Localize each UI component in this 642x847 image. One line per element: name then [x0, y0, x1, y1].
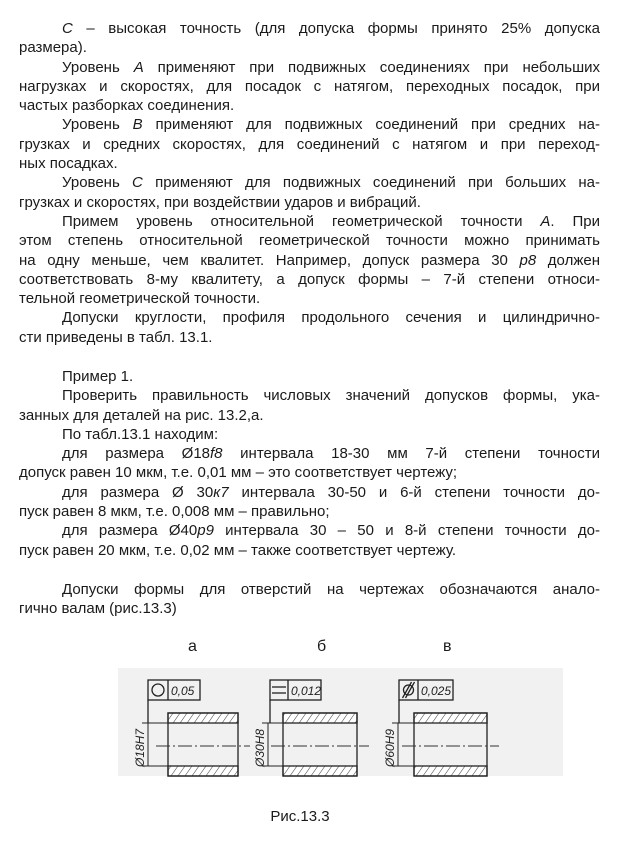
text-segment: По табл.13.1 находим:: [62, 425, 219, 443]
italic-symbol: р8: [519, 251, 537, 269]
text-segment: интервала 30 – 50 и 8-й степени точности до-: [213, 522, 600, 540]
tolerance-value: 0,05: [171, 684, 195, 698]
text-segment: нагрузках и скоростях, для посадок с натягом, переходных посадок, при: [19, 77, 600, 95]
hatched-wall-top: [168, 713, 238, 723]
text-segment: ных посадках.: [19, 155, 118, 173]
text-segment: Уровень: [62, 58, 134, 76]
text-segment: пуск равен 20 мкм, т.е. 0,02 мм – также соответствует чертежу.: [19, 541, 457, 559]
text-segment: должен: [536, 251, 600, 269]
text-segment: Примем уровень относительной геометрической точности: [62, 212, 541, 230]
text-segment: размера).: [19, 39, 87, 57]
italic-symbol: А: [133, 58, 144, 76]
figure-label-v: в: [443, 638, 452, 655]
text-segment: Проверить правильность числовых значений допусков формы, ука-: [62, 387, 600, 405]
text-segment: частых разборках соединения.: [19, 97, 235, 115]
text-segment: допуск равен 10 мкм, т.е. 0,01 мм – это соответствует чертежу;: [19, 464, 458, 482]
figure-label-b: б: [317, 638, 327, 655]
text-segment: интервала 30-50 и 6-й степени точности до-: [228, 483, 600, 501]
text-segment: Уровень: [62, 174, 133, 192]
text-segment: – высокая точность (для допуска формы принято 25% допуска: [72, 20, 600, 37]
italic-symbol: А: [540, 212, 551, 230]
text-segment: грузках и средних скоростях, для соединений с натягом и при переход-: [19, 135, 600, 153]
text-segment: интервала 18-30 мм 7-й степени точности: [222, 445, 600, 463]
text-segment: применяют для подвижных соединений при больших на-: [142, 174, 600, 192]
text-segment: пуск равен 8 мкм, т.е. 0,008 мм – правильно;: [19, 503, 330, 521]
hatched-wall-bottom: [168, 766, 238, 776]
text-segment: грузках и скоростях, при воздействии ударов и вибраций.: [19, 193, 421, 211]
text-segment: для размера Ø40: [62, 522, 198, 540]
text-segment: Пример 1.: [62, 368, 134, 385]
italic-symbol: В: [132, 116, 143, 134]
hatched-wall-bottom: [414, 766, 487, 776]
hatched-wall-top: [283, 713, 357, 723]
text-segment: для размера Ø 30: [62, 483, 214, 501]
text-segment: занных для деталей на рис. 13.2,а.: [19, 406, 264, 424]
text-segment: Допуски формы для отверстий на чертежах обозначаются анало-: [62, 581, 600, 598]
figure-label-a: а: [188, 638, 197, 655]
text-segment: соответствовать 8-му квалитету, а допуск формы – 7-й степени относи-: [19, 270, 600, 288]
text-segment: сти приведены в табл. 13.1.: [19, 328, 213, 346]
text-segment: применяют для подвижных соединений при средних на-: [142, 116, 600, 134]
text-segment: Уровень: [62, 116, 133, 134]
italic-symbol: р9: [197, 522, 214, 540]
text-segment: этом степень относительной геометрической точности можно принимать: [19, 232, 600, 250]
italic-symbol: С: [62, 20, 73, 37]
text-segment: для размера Ø18: [62, 445, 211, 463]
figure-caption: Рис.13.3: [270, 808, 330, 825]
text-segment: на одну меньше, чем квалитет. Например, допуск размера 30: [19, 251, 520, 269]
italic-symbol: f8: [210, 445, 223, 463]
text-segment: Допуски круглости, профиля продольного сечения и цилиндрично-: [62, 309, 600, 327]
dimension-label: Ø60H9: [383, 728, 397, 767]
italic-symbol: С: [132, 174, 143, 192]
italic-symbol: к7: [213, 483, 229, 501]
hatched-wall-bottom: [283, 766, 357, 776]
text-segment: применяют при подвижных соединениях при небольших: [143, 58, 600, 76]
dimension-label: Ø18H7: [133, 728, 147, 767]
text-segment: . При: [550, 212, 600, 230]
text-segment: тельной геометрической точности.: [19, 290, 261, 308]
tolerance-value: 0,012: [291, 684, 322, 698]
tolerance-value: 0,025: [421, 684, 452, 698]
dimension-label: Ø30H8: [253, 728, 267, 767]
hatched-wall-top: [414, 713, 487, 723]
text-segment: гично валам (рис.13.3): [19, 600, 177, 618]
